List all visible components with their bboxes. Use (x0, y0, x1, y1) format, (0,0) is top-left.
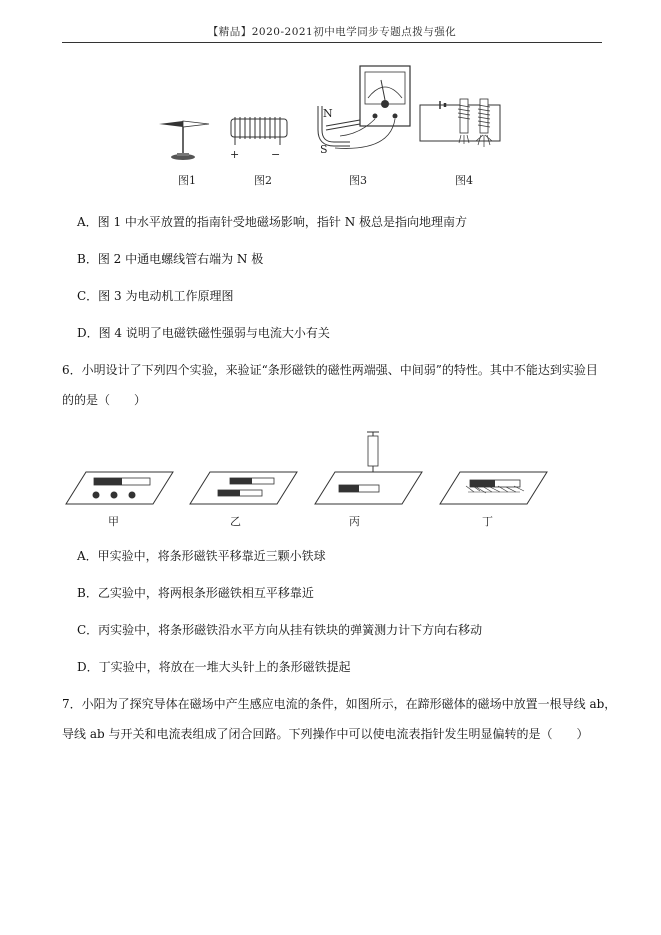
fig3-caption: 图3 (349, 174, 367, 187)
q6-stem-line2: 的的是（ ） (62, 393, 147, 407)
q5-option-d: D．图 4 说明了电磁铁磁性强弱与电流大小有关 (77, 326, 330, 340)
q5-option-b: B．图 2 中通电螺线管右端为 N 极 (77, 252, 264, 266)
fig2-plus-label: + (230, 148, 240, 161)
q7-stem-line1: 7．小阳为了探究导体在磁场中产生感应电流的条件，如图所示，在蹄形磁体的磁场中放置一根导线 ab， (62, 697, 617, 711)
fig4-electromagnet-circuit-illustration (418, 95, 503, 155)
q7-stem-line2: 导线 ab 与开关和电流表组成了闭合回路。下列操作中可以使电流表指针发生明显偏转的是（ ） (62, 727, 589, 741)
q6-fig-yi-illustration (190, 470, 298, 506)
q6-fig-bing-illustration (315, 432, 423, 506)
fig2-minus-label: − (271, 148, 281, 161)
q5-option-c: C．图 3 为电动机工作原理图 (77, 289, 234, 303)
fig3-n-label: N (323, 107, 333, 120)
fig3-s-label: S (320, 143, 328, 156)
q6-fig-jia-caption: 甲 (108, 515, 119, 528)
fig1-compass-illustration (155, 110, 215, 165)
q6-option-a: A．甲实验中，将条形磁铁平移靠近三颗小铁球 (77, 549, 326, 563)
q6-option-c: C．丙实验中，将条形磁铁沿水平方向从挂有铁块的弹簧测力计下方向右移动 (77, 623, 483, 637)
fig1-caption: 图1 (178, 174, 196, 187)
fig2-caption: 图2 (254, 174, 272, 187)
q6-fig-ding-caption: 丁 (482, 515, 493, 528)
q6-fig-jia-illustration (66, 470, 174, 506)
q6-fig-ding-illustration (440, 470, 548, 506)
header-rule (62, 42, 602, 43)
fig3-galvanometer-illustration (290, 64, 415, 164)
q6-fig-yi-caption: 乙 (230, 515, 241, 528)
fig4-caption: 图4 (455, 174, 473, 187)
header-title: 【精品】2020-2021初中电学同步专题点拨与强化 (207, 26, 457, 38)
q5-option-a: A．图 1 中水平放置的指南针受地磁场影响，指针 N 极总是指向地理南方 (77, 215, 468, 229)
q6-option-d: D．丁实验中，将放在一堆大头针上的条形磁铁提起 (77, 660, 351, 674)
q6-option-b: B．乙实验中，将两根条形磁铁相互平移靠近 (77, 586, 314, 600)
q6-fig-bing-caption: 丙 (349, 515, 360, 528)
q6-stem-line1: 6．小明设计了下列四个实验，来验证“条形磁铁的磁性两端强、中间弱”的特性。其中不能达到实验目 (62, 363, 598, 377)
